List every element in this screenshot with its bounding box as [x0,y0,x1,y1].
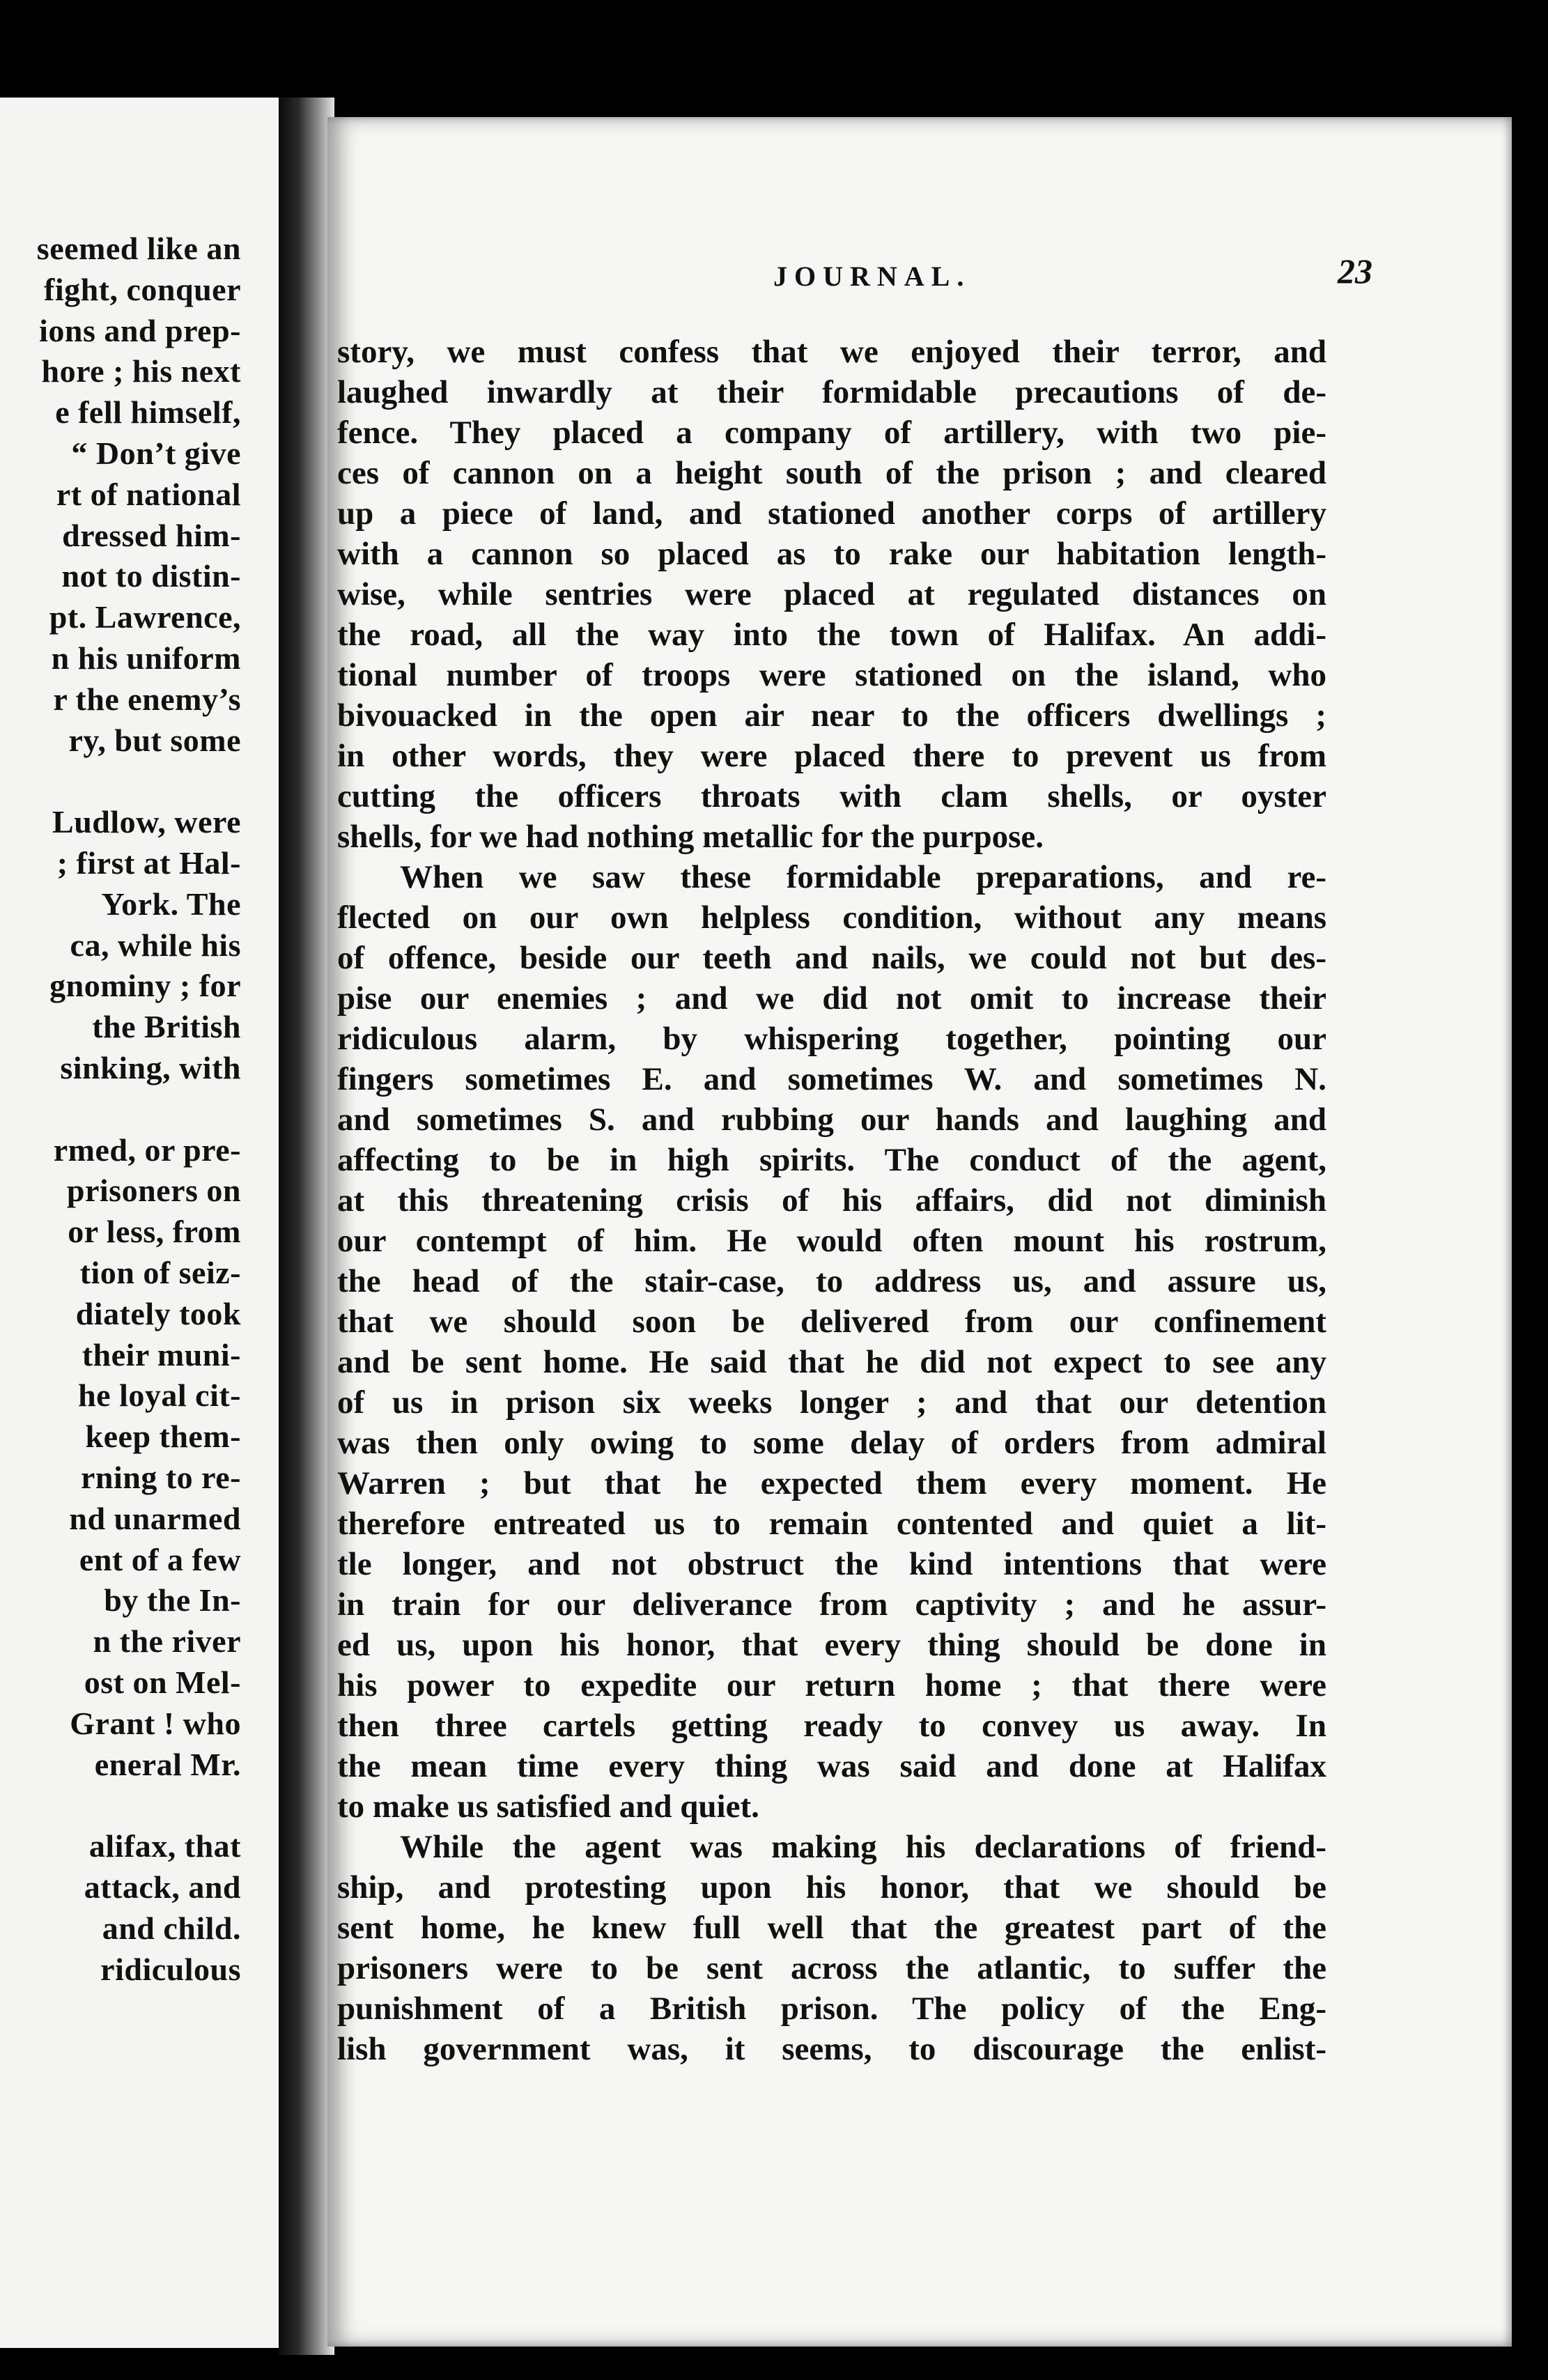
text-line: that we should soon be delivered from our confinement [337,1304,1326,1340]
left-page-line: rning to re- [80,1460,241,1495]
left-page-line: n his uniform [51,640,241,676]
left-page-line: not to distin- [61,558,241,594]
left-page-line: diately took [75,1295,241,1331]
text-line: ridiculous alarm, by whispering together, pointing our [337,1021,1326,1057]
text-line: in other words, they were placed there to prevent us from [337,738,1326,774]
left-page-line: he loyal cit- [78,1377,241,1414]
page-number: 23 [1338,252,1372,291]
text-line: with a cannon so placed as to rake our habitation length- [337,536,1326,572]
text-line: laughed inwardly at their formidable precautions of de- [337,374,1326,410]
text-line: in train for our deliverance from captivity ; and he assur- [337,1586,1326,1623]
text-line: of us in prison six weeks longer ; and that our detention [337,1384,1326,1421]
left-page-line: by the In- [104,1582,241,1618]
text-line: the mean time every thing was said and done at Halifax [337,1748,1326,1784]
text-line: to make us satisfied and quiet. [337,1788,759,1825]
left-page-line: their muni- [82,1336,241,1373]
text-line: tional number of troops were stationed on the island, who [337,657,1326,693]
left-page-line: or less, from [68,1214,241,1250]
left-page-line: Ludlow, were [52,804,241,840]
left-page-line: ent of a few [79,1541,241,1577]
text-line: the head of the stair-case, to address us, and assure us, [337,1263,1326,1299]
left-page-line: attack, and [84,1869,241,1905]
left-page-line: Grant ! who [70,1705,241,1741]
running-head: JOURNAL. [773,261,971,292]
left-page-line: prisoners on [66,1173,241,1209]
body-text [337,332,1326,2069]
left-page-line: the British [92,1009,241,1045]
book-gutter [279,98,334,2355]
text-line: then three cartels getting ready to convey us away. In [337,1708,1326,1744]
text-line: ship, and protesting upon his honor, that we should be [337,1869,1326,1906]
text-line: bivouacked in the open air near to the officers dwellings ; [337,697,1326,734]
left-page-line: sinking, with [60,1050,241,1085]
text-line: punishment of a British prison. The policy of the Eng- [337,1991,1326,2027]
text-line: wise, while sentries were placed at regulated distances on [337,576,1326,612]
left-page-line: ridiculous [100,1951,241,1987]
left-page-line: “ Don’t give [71,435,241,471]
text-line: sent home, he knew full well that the greatest part of the [337,1910,1326,1946]
text-line: story, we must confess that we enjoyed their terror, and [337,334,1326,370]
left-page-line: dressed him- [62,517,241,553]
text-line: fence. They placed a company of artillery, with two pie- [337,415,1326,451]
left-page-line: gnominy ; for [49,968,241,1004]
left-page-line: tion of seiz- [79,1255,241,1290]
text-line: fingers sometimes E. and sometimes W. and sometimes N. [337,1061,1326,1097]
text-line: and sometimes S. and rubbing our hands and laughing and [337,1102,1326,1138]
left-page-line: ca, while his [70,927,241,963]
text-line: shells, for we had nothing metallic for the purpose. [337,819,1044,855]
left-page-line: pt. Lawrence, [49,599,241,635]
text-line: prisoners were to be sent across the atlantic, to suffer the [337,1950,1326,1986]
left-page-line: eneral Mr. [94,1746,241,1782]
text-line: up a piece of land, and stationed another corps of artillery [337,495,1326,532]
left-page-line: York. The [101,886,241,922]
text-line: pise our enemies ; and we did not omit to increase their [337,980,1326,1017]
left-page-line: e fell himself, [55,394,241,431]
text-line: was then only owing to some delay of orders from admiral [337,1425,1326,1461]
left-page-line: ost on Mel- [84,1664,241,1700]
left-page-line: n the river [93,1623,241,1660]
text-line: tle longer, and not obstruct the kind intentions that were [337,1546,1326,1582]
text-line: While the agent was making his declarations of friend- [400,1829,1326,1865]
left-page-line: and child. [102,1910,241,1946]
left-page-line: ry, but some [68,722,241,758]
text-line: cutting the officers throats with clam shells, or oyster [337,778,1326,814]
main-page [327,117,1512,2347]
left-page-line: fight, conquer [44,271,241,307]
left-page-line: rmed, or pre- [53,1131,241,1168]
text-line: therefore entreated us to remain contented and quiet a lit- [337,1506,1326,1542]
text-line: the road, all the way into the town of Halifax. An addi- [337,617,1326,653]
text-line: at this threatening crisis of his affairs, did not diminish [337,1182,1326,1219]
left-page-line: r the enemy’s [53,681,241,717]
left-page-line: seemed like an [36,231,241,266]
text-line: our contempt of him. He would often mount his rostrum, [337,1223,1326,1259]
left-page-line: hore ; his next [41,353,241,389]
left-page-line: keep them- [85,1419,241,1455]
text-line: Warren ; but that he expected them every moment. He [337,1465,1326,1501]
left-page-line: ; first at Hal- [56,845,241,881]
left-page-line: rt of national [56,476,241,512]
text-line: his power to expedite our return home ; that there were [337,1667,1326,1703]
text-line: affecting to be in high spirits. The conduct of the agent, [337,1142,1326,1178]
text-line: ed us, upon his honor, that every thing should be done in [337,1627,1326,1663]
left-page-line: alifax, that [88,1828,241,1864]
text-line: When we saw these formidable preparations, and re- [400,859,1326,895]
previous-page-fragment [0,98,279,2348]
text-line: and be sent home. He said that he did not expect to see any [337,1344,1326,1380]
left-page-line: ions and prep- [39,312,241,348]
left-page-line: nd unarmed [69,1500,241,1536]
text-line: flected on our own helpless condition, without any means [337,899,1326,936]
text-line: of offence, beside our teeth and nails, we could not but des- [337,940,1326,976]
text-line: ces of cannon on a height south of the prison ; and cleared [337,455,1326,491]
text-line: lish government was, it seems, to discourage the enlist- [337,2031,1326,2067]
